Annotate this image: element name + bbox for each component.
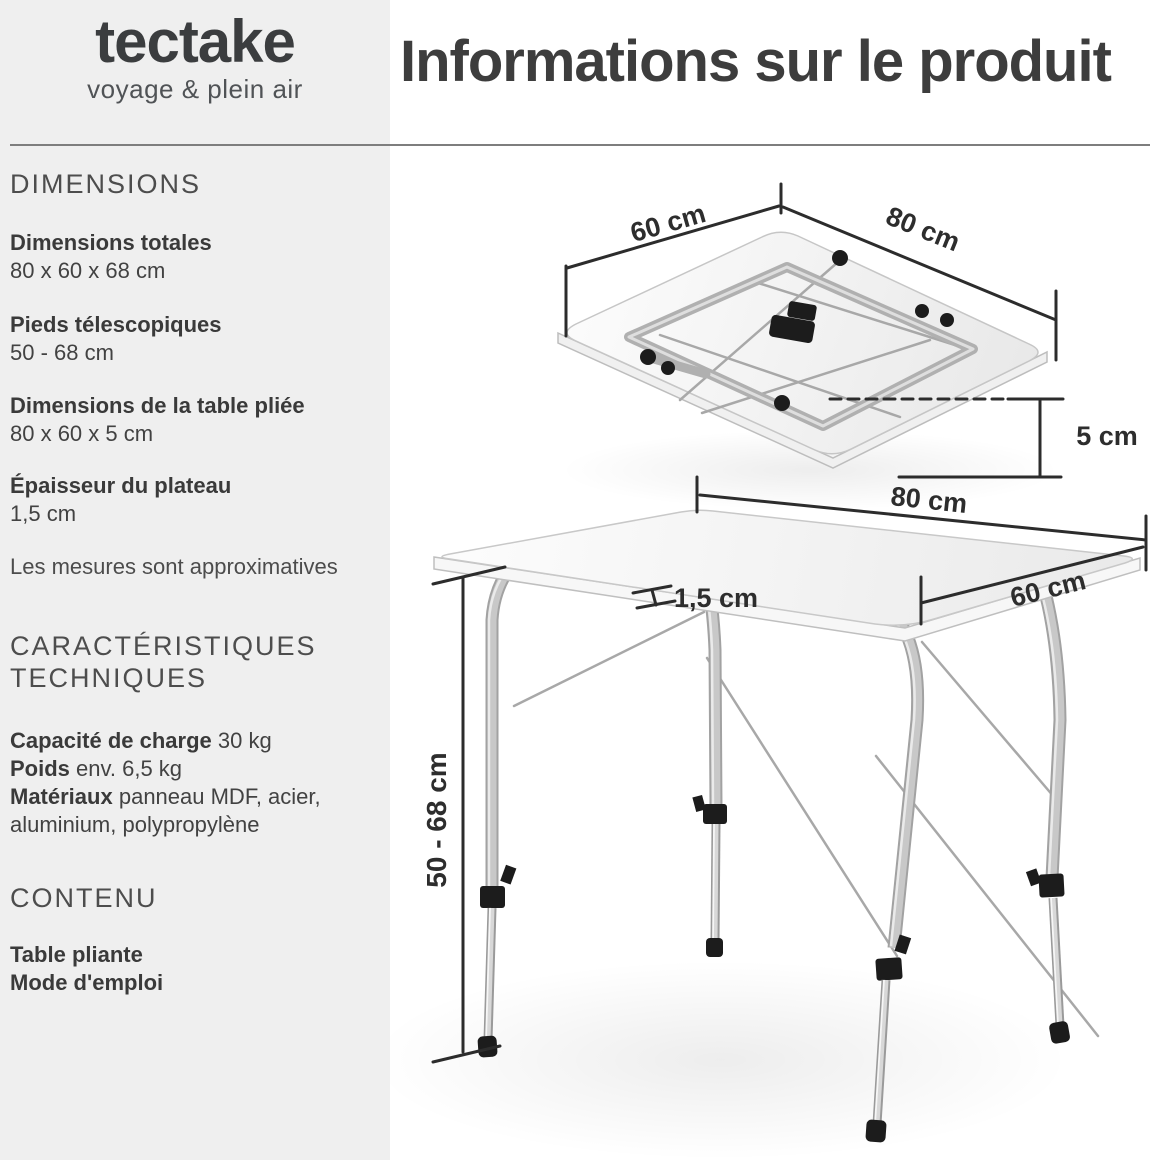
table-leg-rear	[692, 562, 727, 957]
dimension-entry	[10, 472, 231, 528]
content-item: Mode d'emploi	[10, 970, 164, 995]
entry-value: 50 - 68 cm	[10, 340, 114, 365]
spec-label: Matériaux	[10, 784, 113, 809]
entry-value: 80 x 60 x 5 cm	[10, 421, 154, 446]
heading-specs: CARACTÉRISTIQUES TECHNIQUES	[10, 631, 317, 693]
leg-clamp	[1038, 873, 1064, 897]
folded-height-label: 5 cm	[1076, 421, 1138, 451]
content-item: Table pliante	[10, 942, 143, 967]
thickness-label: 1,5 cm	[673, 583, 759, 613]
page-title: Informations sur le produit	[400, 29, 1111, 94]
leg-end-cap	[832, 250, 848, 266]
cross-brace	[514, 612, 704, 706]
entry-value: 80 x 60 x 68 cm	[10, 258, 166, 283]
brand-logo	[0, 8, 390, 105]
spec-label: Capacité de charge	[10, 728, 212, 753]
leg-height-label: 50 - 68 cm	[421, 752, 452, 888]
spec-value: env. 6,5 kg	[76, 756, 183, 781]
content-list	[10, 941, 163, 997]
leg-foot	[865, 1119, 886, 1142]
spec-value: 30 kg	[217, 728, 272, 753]
entry-label: Dimensions totales	[10, 230, 212, 255]
dimension-entry	[10, 229, 212, 285]
table-leg-right	[1026, 596, 1071, 1044]
entry-label: Épaisseur du plateau	[10, 473, 232, 498]
entry-label: Pieds télescopiques	[10, 312, 222, 337]
dimension-entry	[10, 392, 305, 448]
brand-tagline: voyage & plein air	[87, 74, 303, 104]
folded-length-label: 80 cm	[881, 200, 965, 258]
leg-clamp	[480, 886, 505, 908]
sidebar	[0, 0, 390, 1160]
leg-clamp	[875, 957, 902, 981]
leg-end-cap	[661, 361, 675, 375]
folded-width-label: 60 cm	[627, 198, 709, 248]
length-label: 80 cm	[889, 481, 969, 519]
brand-name: tectake	[95, 8, 295, 75]
heading-content: CONTENU	[10, 883, 158, 913]
leg-end-cap	[940, 313, 954, 327]
heading-dimensions: DIMENSIONS	[10, 169, 202, 199]
spec-label: Poids	[10, 756, 70, 781]
leg-end-cap	[774, 395, 790, 411]
entry-label: Dimensions de la table pliée	[10, 393, 305, 418]
dimension-entry	[10, 311, 222, 367]
cross-brace	[922, 642, 1060, 804]
assembled-table-figure	[390, 477, 1146, 1160]
width-label: 60 cm	[1007, 565, 1089, 613]
cross-brace	[707, 658, 897, 956]
leg-clamp	[703, 804, 727, 824]
leg-foot	[1048, 1020, 1070, 1044]
leg-knob	[500, 865, 516, 885]
leg-foot	[706, 938, 723, 957]
header-divider	[10, 144, 1150, 146]
spec-value: panneau MDF, acier, aluminium, polypropylène	[10, 784, 321, 837]
measurements-note: Les mesures sont approximatives	[10, 554, 338, 579]
leg-end-cap	[640, 349, 656, 365]
folded-table-figure	[558, 184, 1138, 510]
specs-block	[10, 727, 355, 839]
leg-end-cap	[915, 304, 929, 318]
product-figures	[390, 145, 1160, 1160]
entry-value: 1,5 cm	[10, 501, 77, 526]
